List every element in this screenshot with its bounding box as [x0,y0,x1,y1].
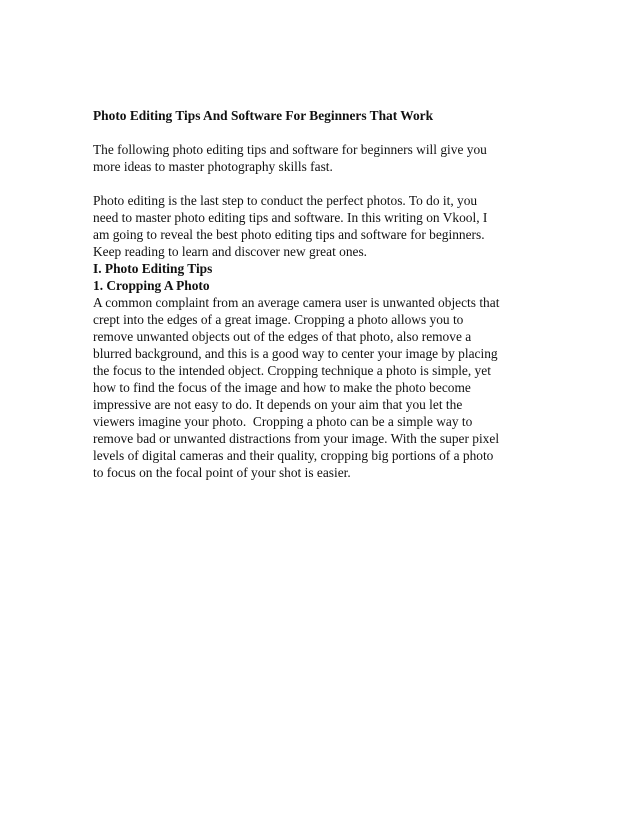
text-line: The following photo editing tips and software for beginners will give you [93,142,487,157]
text-line: Photo editing is the last step to conduct the perfect photos. To do it, you [93,193,478,208]
text-line: Keep reading to learn and discover new great ones. [93,244,368,259]
text-line: viewers imagine your photo. Cropping a photo can be a simple way to [93,414,473,429]
document-title: Photo Editing Tips And Software For Beginners That Work [93,108,434,123]
text-line: the focus to the intended object. Cropping technique a photo is simple, yet [93,363,491,378]
section-heading: I. Photo Editing Tips [93,261,213,276]
text-line: need to master photo editing tips and software. In this writing on Vkool, I [93,210,488,225]
text-line: crept into the edges of a great image. Cropping a photo allows you to [93,312,464,327]
document-body [93,107,543,481]
text-line: levels of digital cameras and their quality, cropping big portions of a photo [93,448,494,463]
text-line: impressive are not easy to do. It depends on your aim that you let the [93,397,463,412]
text-line: remove unwanted objects out of the edges of that photo, also remove a [93,329,472,344]
text-line: more ideas to master photography skills fast. [93,159,333,174]
text-line: remove bad or unwanted distractions from your image. With the super pixel [93,431,500,446]
intro-paragraph [93,141,543,175]
paragraph-two [93,192,543,260]
text-line: blurred background, and this is a good way to center your image by placing [93,346,498,361]
subsection-heading: 1. Cropping A Photo [93,278,210,293]
paragraph-three [93,294,543,481]
text-line: how to find the focus of the image and how to make the photo become [93,380,471,395]
text-line: A common complaint from an average camera user is unwanted objects that [93,295,500,310]
text-line: am going to reveal the best photo editing tips and software for beginners. [93,227,485,242]
text-line: to focus on the focal point of your shot is easier. [93,465,351,480]
